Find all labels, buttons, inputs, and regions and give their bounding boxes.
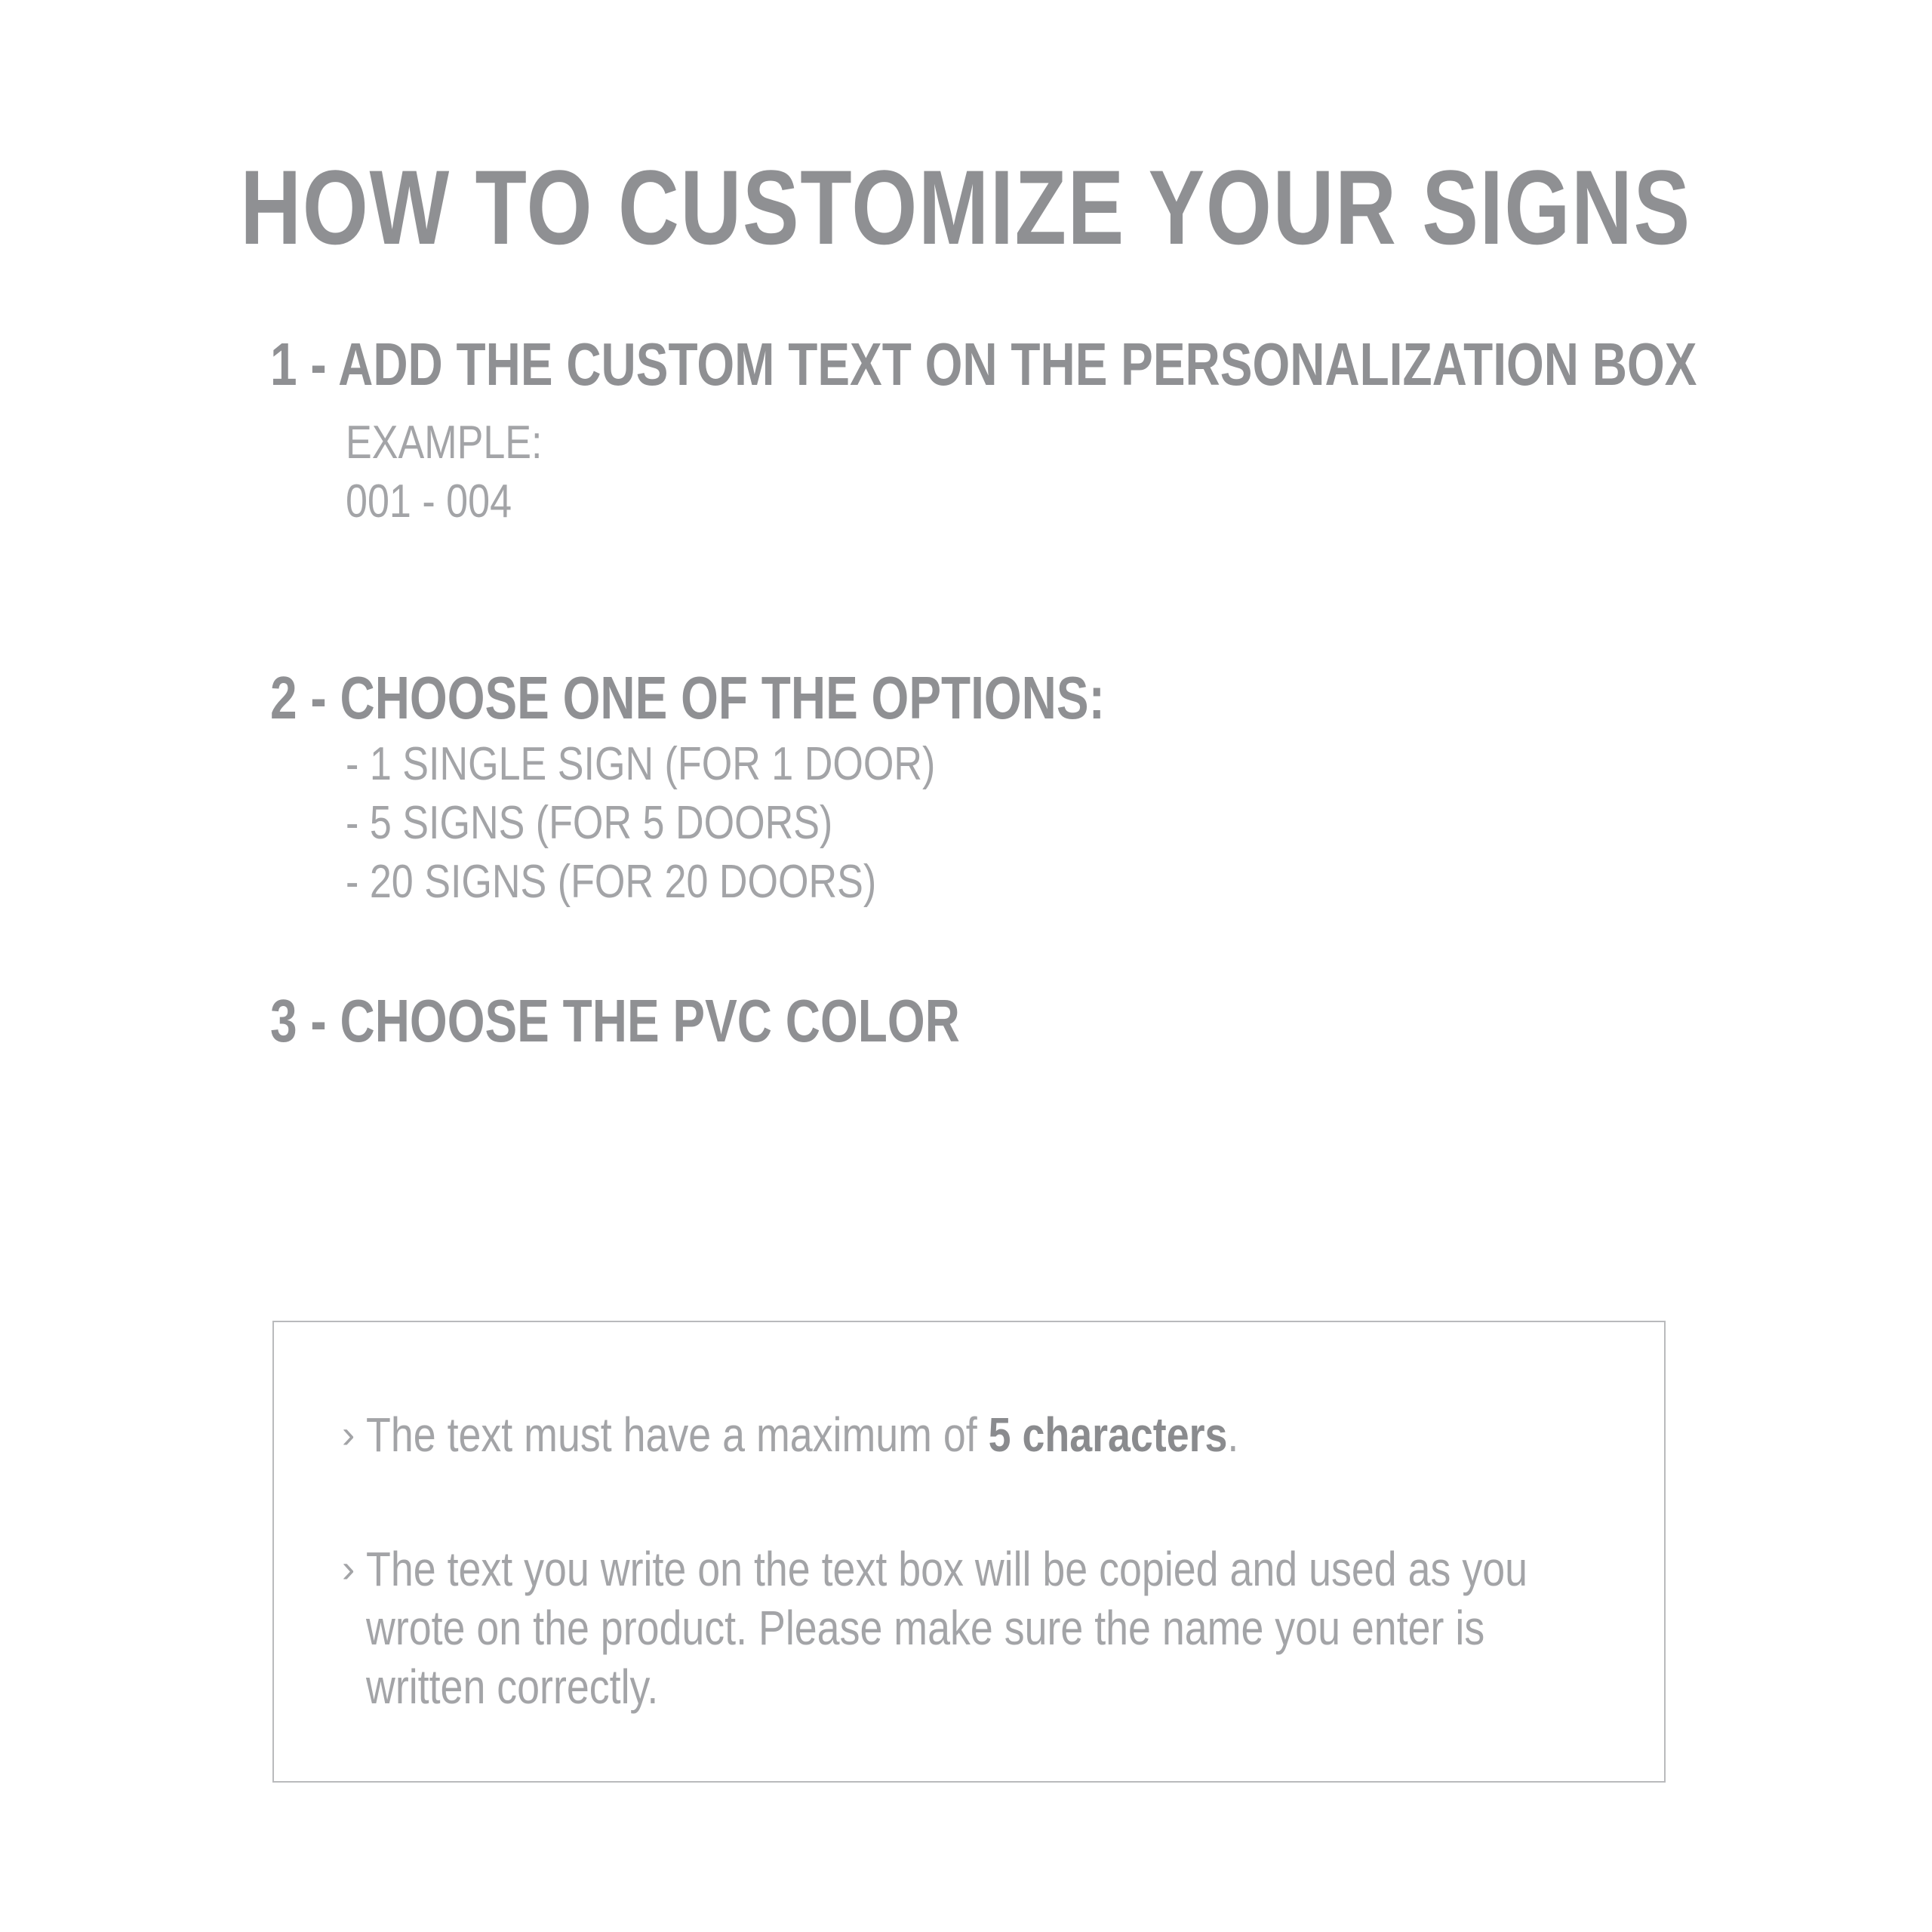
page-title [0,148,1932,266]
chevron-right-icon: › [342,1547,355,1591]
step-3-heading: 3 - CHOOSE THE PVC COLOR [270,987,960,1054]
step-2-option-1: - 1 SINGLE SIGN (FOR 1 DOOR) [346,738,936,790]
page-title-text: HOW TO CUSTOMIZE YOUR SIGNS [240,148,1692,266]
note-copy-warning-line-2: wrote on the product. Please make sure the name you enter is [366,1601,1485,1655]
chevron-right-icon: › [342,1413,355,1457]
step-1-example-value: 001 - 004 [346,475,512,528]
step-2-heading: 2 - CHOOSE ONE OF THE OPTIONS: [270,664,1105,731]
step-1-example-label: EXAMPLE: [346,417,543,469]
note-copy-warning-line-3: written correctly. [366,1660,659,1714]
step-2-option-3: - 20 SIGNS (FOR 20 DOORS) [346,856,877,908]
notes-box: › The text must have a maximum of 5 characters. › The text you write on the text box will be copied and used as you wrote on the product. Please make sure the name you enter is written correctly. [272,1321,1666,1783]
step-2-option-2: - 5 SIGNS (FOR 5 DOORS) [346,797,833,849]
step-1-heading: 1 - ADD THE CUSTOM TEXT ON THE PERSONALIZATION BOX [270,331,1697,398]
note-copy-warning-line-1: The text you write on the text box will be copied and used as you [366,1542,1528,1596]
character-limit-emphasis: 5 characters [988,1407,1228,1462]
